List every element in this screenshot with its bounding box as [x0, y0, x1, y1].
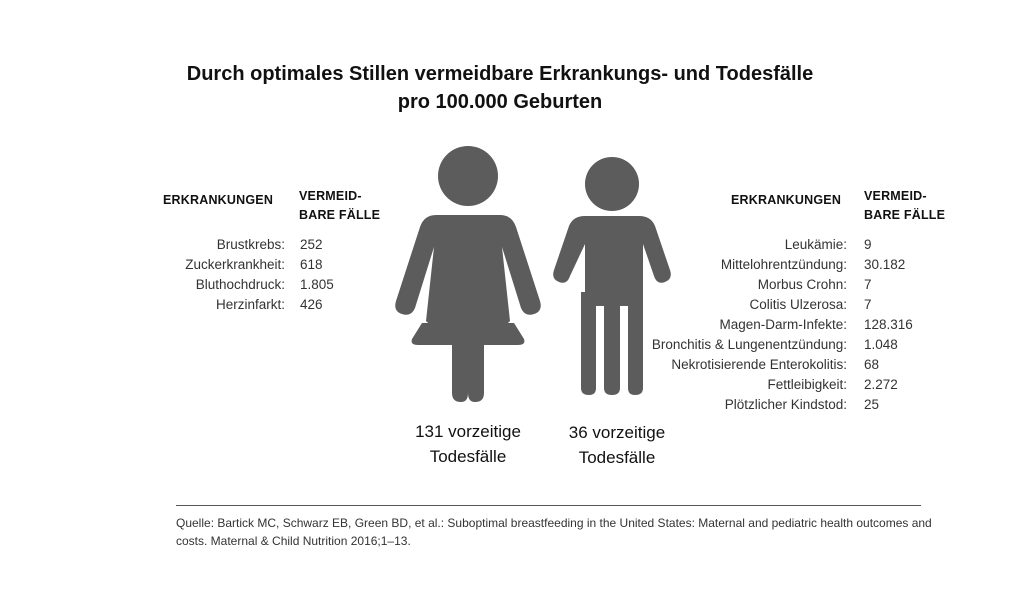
disease-label: Mittelohrentzündung: — [720, 257, 847, 272]
disease-label: Leukämie: — [784, 237, 847, 252]
page-title — [150, 60, 850, 116]
disease-label: Colitis Ulzerosa: — [749, 297, 847, 312]
right-header-cases-line-1: VERMEID- — [864, 189, 927, 203]
list-item — [560, 395, 960, 415]
child-deaths-line-2: Todesfälle — [578, 448, 656, 467]
avoidable-cases-value: 128.316 — [864, 317, 913, 332]
disease-label: Nekrotisierende Enterokolitis: — [671, 357, 847, 372]
left-header-cases — [299, 187, 380, 225]
disease-label: Morbus Crohn: — [757, 277, 847, 292]
left-disease-list — [120, 235, 380, 315]
avoidable-cases-value: 252 — [300, 237, 323, 252]
child-deaths-caption — [547, 420, 687, 470]
avoidable-cases-value: 30.182 — [864, 257, 906, 272]
woman-deaths-caption — [388, 419, 548, 469]
avoidable-cases-value: 68 — [864, 357, 880, 372]
woman-icon — [388, 143, 548, 405]
right-header-cases-line-2: BARE FÄLLE — [864, 208, 946, 222]
list-item — [120, 275, 380, 295]
source-citation: Quelle: Bartick MC, Schwarz EB, Green BD, et al.: Suboptimal breastfeeding in the United States: Maternal and pediatric health outcomes and costs. Maternal & Child Nutrition 2016;1–13. — [176, 516, 932, 548]
avoidable-cases-value: 2.272 — [864, 377, 898, 392]
avoidable-cases-value: 1.805 — [300, 277, 334, 292]
disease-label: Plötzlicher Kindstod: — [724, 397, 847, 412]
disease-label: Bluthochdruck: — [195, 277, 285, 292]
woman-deaths-line-2: Todesfälle — [429, 447, 507, 466]
divider — [176, 505, 921, 506]
avoidable-cases-value: 7 — [864, 277, 872, 292]
avoidable-cases-value: 618 — [300, 257, 323, 272]
avoidable-cases-value: 7 — [864, 297, 872, 312]
left-header-cases-line-1: VERMEID- — [299, 189, 362, 203]
disease-label: Bronchitis & Lungenentzündung: — [651, 337, 847, 352]
left-header-diseases: ERKRANKUNGEN — [163, 193, 274, 207]
disease-label: Herzinfarkt: — [215, 297, 285, 312]
child-icon — [551, 156, 673, 396]
title-line-1: Durch optimales Stillen vermeidbare Erkrankungs- und Todesfälle — [186, 63, 814, 85]
avoidable-cases-value: 9 — [864, 237, 872, 252]
child-deaths-line-1: 36 vorzeitige — [568, 423, 666, 442]
disease-label: Magen-Darm-Infekte: — [719, 317, 847, 332]
left-header-cases-line-2: BARE FÄLLE — [299, 208, 381, 222]
list-item — [120, 255, 380, 275]
right-header-diseases: ERKRANKUNGEN — [731, 193, 842, 207]
disease-label: Zuckerkrankheit: — [185, 257, 285, 272]
list-item — [120, 295, 380, 315]
avoidable-cases-value: 25 — [864, 397, 880, 412]
avoidable-cases-value: 426 — [300, 297, 323, 312]
title-line-2: pro 100.000 Geburten — [397, 91, 603, 113]
avoidable-cases-value: 1.048 — [864, 337, 898, 352]
disease-label: Brustkrebs: — [216, 237, 285, 252]
woman-deaths-line-1: 131 vorzeitige — [415, 422, 521, 441]
list-item — [120, 235, 380, 255]
disease-label: Fettleibigkeit: — [767, 377, 847, 392]
right-header-cases — [864, 187, 945, 225]
